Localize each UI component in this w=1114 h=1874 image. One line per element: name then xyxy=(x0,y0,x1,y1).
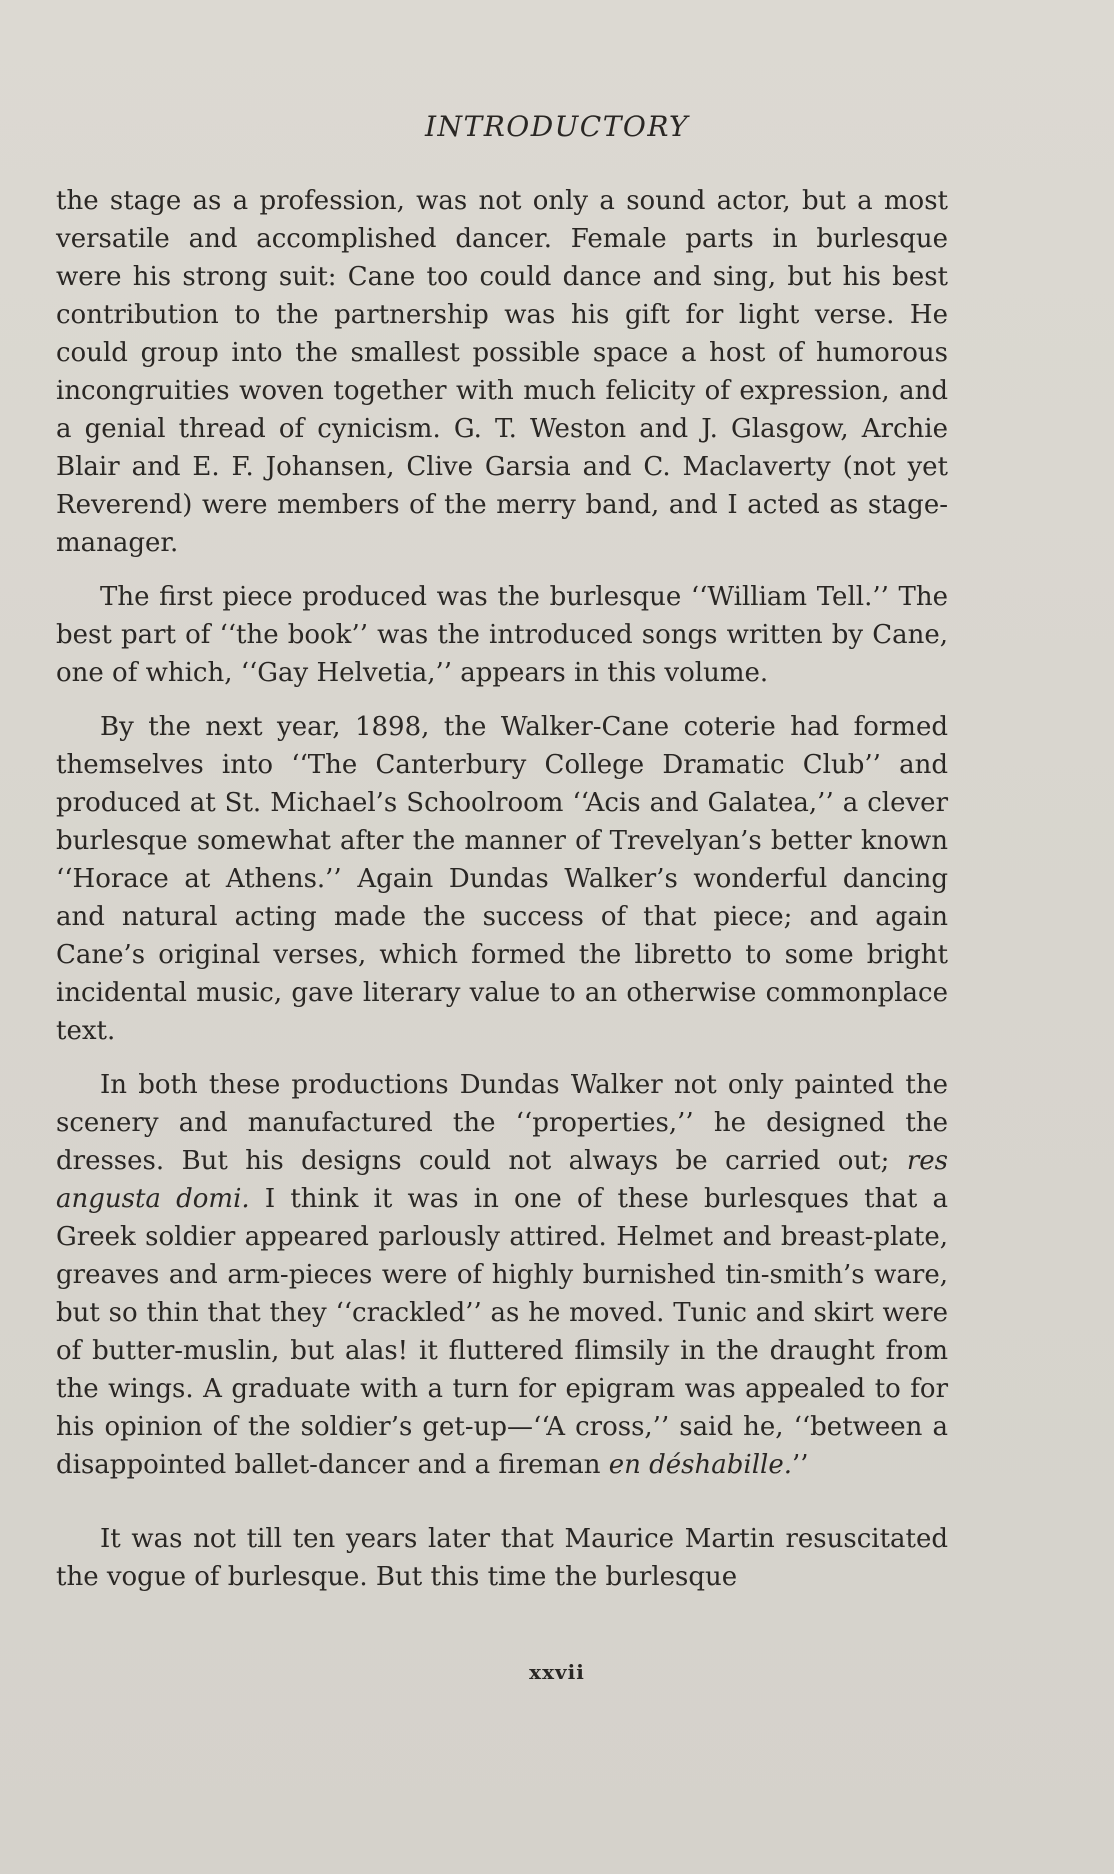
latin-phrase: res angusta domi. xyxy=(56,1146,948,1214)
paragraph-1: the stage as a profession, was not only a sound actor, but a most versatile and accomplished dancer. Female parts in burlesque were his strong suit: Cane too could dance and sing, but his best contribution to the partnership was his gift for light verse. He could group into the smallest possible space a host of humorous incongruities woven together with much felicity of expression, and a genial thread of cynicism. G. T. Weston and J. Glasgow, Archie Blair and E. F. Johansen, Clive Garsia and C. Maclaverty (not yet Reverend) were members of the merry band, and I acted as stage-manager. xyxy=(56,186,948,558)
french-phrase: en déshabille. xyxy=(608,1450,792,1480)
paragraph-3: By the next year, 1898, the Walker-Cane coterie had formed themselves into ‘‘The Canterbury College Dramatic Club’’ and produced at St. Michael’s Schoolroom ‘‘Acis and Galatea,’’ a clever burlesque somewhat after the manner of Trevelyan’s better known ‘‘Horace at Athens.’’ Again Dundas Walker’s wonderful dancing and natural acting made the success of that piece; and again Cane’s original verses, which formed the libretto to some bright incidental music, gave literary value to an otherwise commonplace text. xyxy=(56,712,948,1046)
paragraph-4-text-b: I think it was in one of these burlesques that a Greek soldier appeared parlously attired. Helmet and breast-plate, greaves and arm-pieces were of highly burnished tin-smith’s ware, but so thin that they ‘‘crackled’’ as he moved. Tunic and skirt were of butter-muslin, but alas! it fluttered flimsily in the draught from the wings. A graduate with a turn for epigram was appealed to for his opinion of the soldier’s get-up—‘‘A cross,’’ said he, ‘‘between a disappointed ballet-dancer and a fireman xyxy=(56,1184,948,1480)
paragraph-4-text-a: In both these productions Dundas Walker not only painted the scenery and manufactured the ‘‘properties,’’ he designed the dresses. But his designs could not always be carried out; xyxy=(56,1070,948,1176)
page-number: xxvii xyxy=(529,1660,585,1684)
running-header: INTRODUCTORY xyxy=(424,110,690,143)
paragraph-2: The first piece produced was the burlesque ‘‘William Tell.’’ The best part of ‘‘the book’’ was the introduced songs written by Cane, one of which, ‘‘Gay Helvetia,’’ appears in this volume. xyxy=(56,582,948,688)
paragraph-5: It was not till ten years later that Maurice Martin resuscitated the vogue of burlesque. But this time the burlesque xyxy=(56,1524,948,1592)
paragraph-4-text-c: ’’ xyxy=(791,1450,809,1480)
body-text xyxy=(56,182,948,1596)
paragraph-4 xyxy=(56,1066,948,1484)
